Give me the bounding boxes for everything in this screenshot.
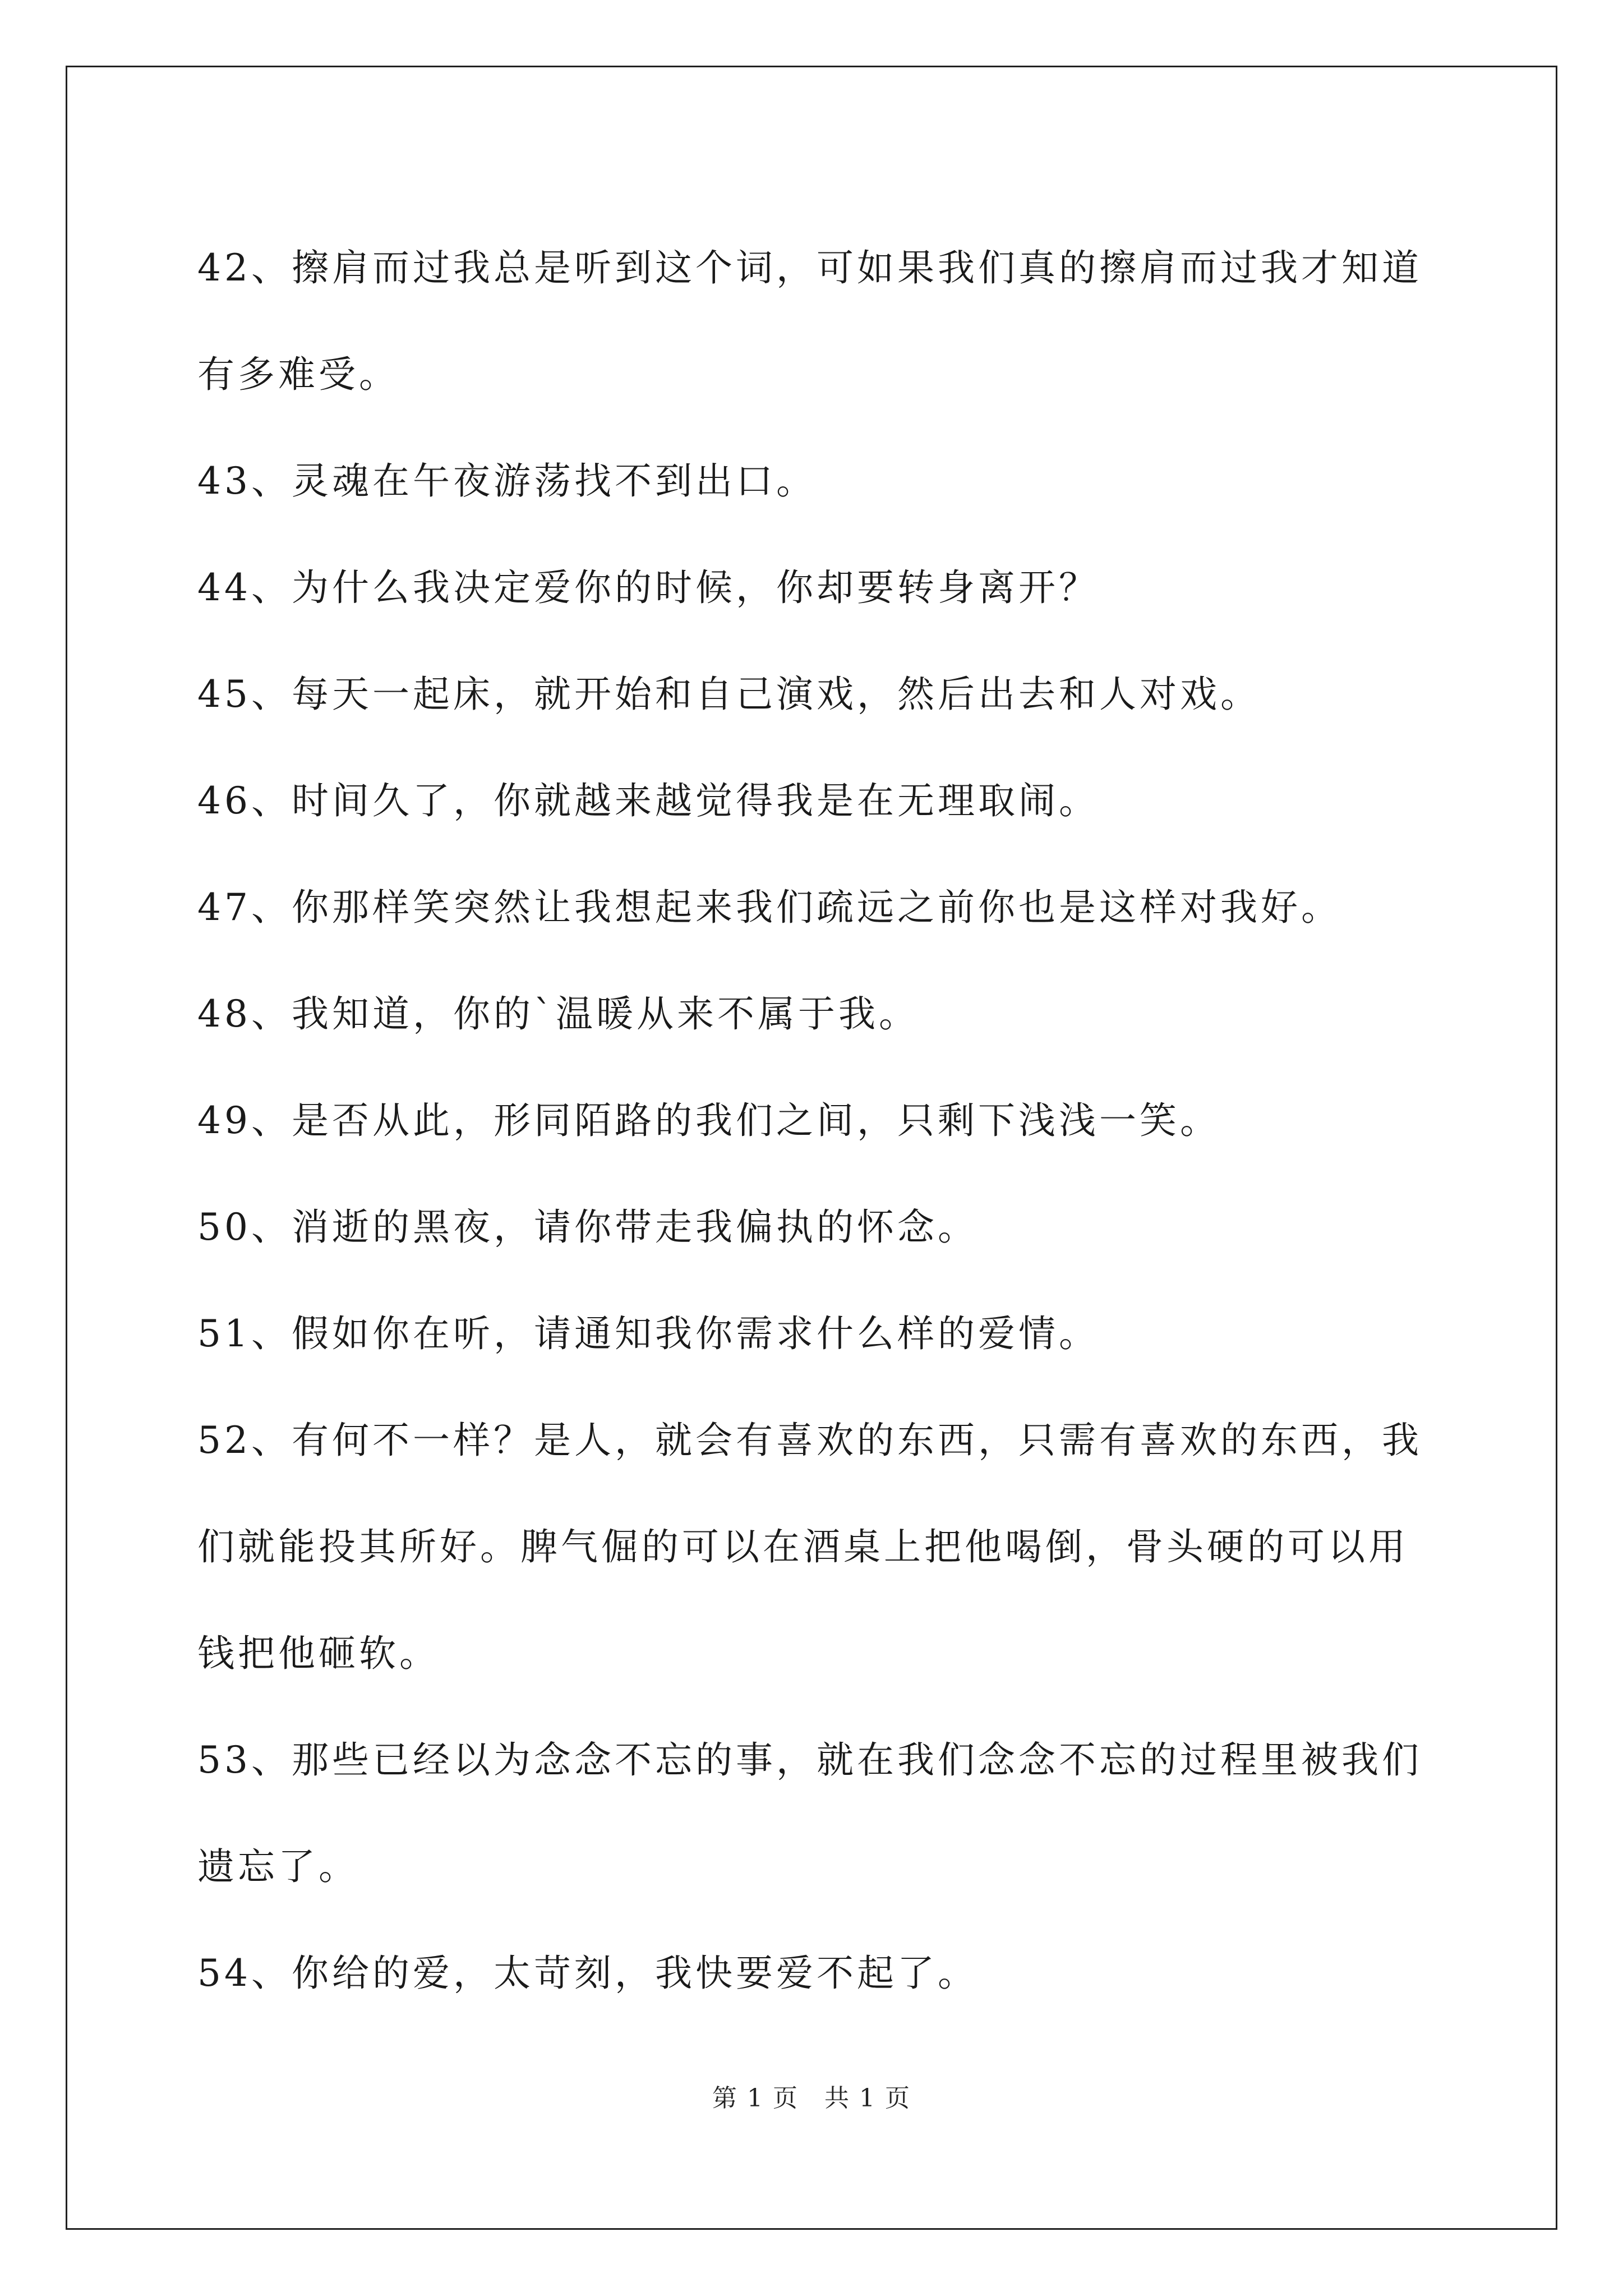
paragraph-50: 50、消逝的黑夜，请你带走我偏执的怀念。 [197, 1205, 978, 1249]
paragraph-43: 43、灵魂在午夜游荡找不到出口。 [197, 459, 817, 503]
paragraph-51: 51、假如你在听，请通知我你需求什么样的爱情。 [197, 1312, 1099, 1355]
paragraph-46: 46、时间久了，你就越来越觉得我是在无理取闹。 [197, 779, 1099, 822]
paragraph-53: 53、那些已经以为念念不忘的事，就在我们念念不忘的过程里被我们遗忘了。 [197, 1738, 1422, 1888]
document-body [197, 215, 1431, 2027]
paragraph-42: 42、擦肩而过我总是听到这个词，可如果我们真的擦肩而过我才知道有多难受。 [197, 246, 1422, 396]
paragraph-45: 45、每天一起床，就开始和自己演戏，然后出去和人对戏。 [197, 673, 1261, 716]
paragraph-47: 47、你那样笑突然让我想起来我们疏远之前你也是这样对我好。 [197, 886, 1341, 929]
paragraph-48: 48、我知道，你的`温暖从来不属于我。 [197, 992, 919, 1036]
paragraph-49: 49、是否从此，形同陌路的我们之间，只剩下浅浅一笑。 [197, 1099, 1220, 1142]
paragraph-44: 44、为什么我决定爱你的时候，你却要转身离开？ [197, 566, 1099, 609]
paragraph-54: 54、你给的爱，太苛刻，我快要爱不起了。 [197, 1952, 978, 1995]
page-number-footer: 第 1 页 共 1 页 [712, 2084, 911, 2113]
paragraph-52: 52、有何不一样？是人，就会有喜欢的东西，只需有喜欢的东西，我们就能投其所好。脾气倔的可以在酒桌上把他喝倒，骨头硬的可以用钱把他砸软。 [197, 1419, 1422, 1675]
